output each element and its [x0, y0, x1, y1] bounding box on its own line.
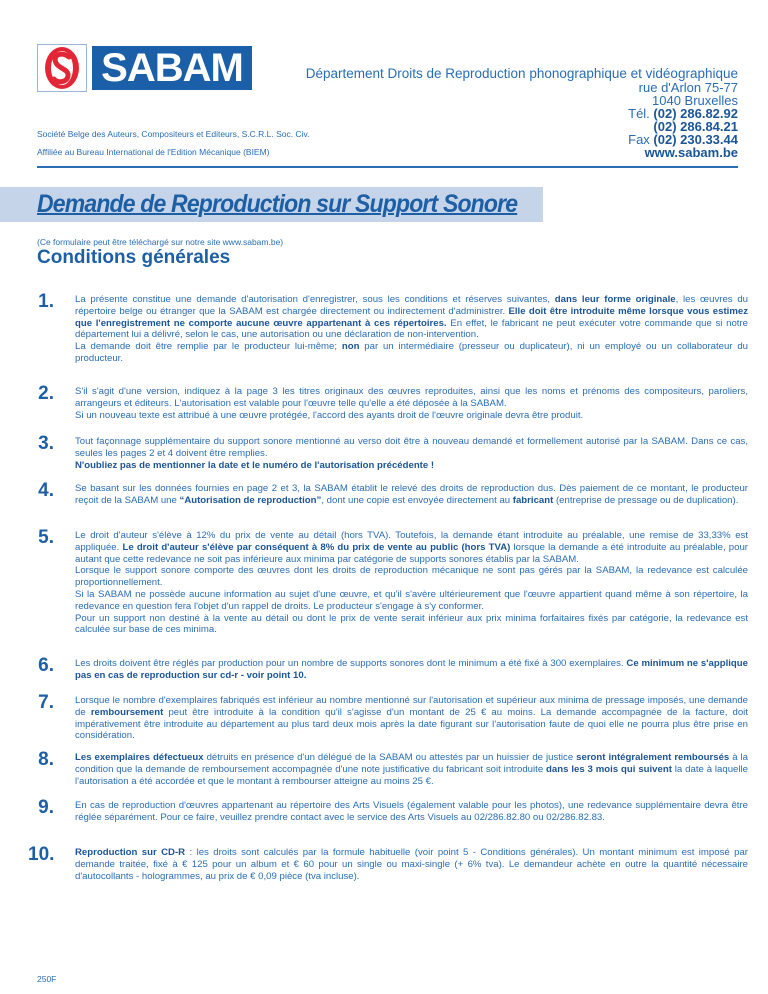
- address-city: 1040 Bruxelles: [652, 93, 738, 109]
- download-note: (Ce formulaire peut être téléchargé sur notre site www.sabam.be): [37, 237, 284, 247]
- bold-text: seront intégralement remboursés: [576, 752, 730, 763]
- text: peut être introduite à la condition qu'il s'agisse d'un montant de 25 € au moins. La demande accompagnée de la facture, doit impérativement être introduite au département au plus tard deux mois après la date figurant sur l'autorisation faute de quoi elle ne pourra plus être prise en considération.: [75, 706, 748, 742]
- bold-text: dans les 3 mois qui suivent: [546, 763, 672, 775]
- bold-text: Reproduction sur CD-R: [75, 847, 186, 858]
- condition-paragraph: [75, 589, 748, 613]
- condition-paragraph: [75, 386, 748, 410]
- condition-paragraph: [75, 565, 748, 589]
- text: par un intermédiaire (presseur ou duplicateur), ni un employé ou un collaborateur du producteur.: [75, 341, 748, 364]
- text: lorsque la demande a été introduite au préalable, pour autant que cette redevance ne soit pas inférieure aux minima par catégorie de supports sonores établis par la SABAM.: [75, 541, 748, 565]
- condition-item: [75, 436, 748, 471]
- text: Les droits doivent être réglés par production pour un nombre de supports sonores dont le minimum a été fixé à 300 exemplaires.: [75, 658, 627, 669]
- text: : les droits sont calculés par la formule habituelle (voir point 5 - Conditions générales). Un montant minimum est imposé par demande traitée, fixé à € 125 pour un album et € 60 pour un single ou maxi-single (+ 6% tva). Le demandeur achète en outre la quantité nécessaire d'autocollants - hologrammes, au prix de € 0,09 pièce (tva incluse).: [75, 847, 748, 882]
- condition-number: 10.: [28, 844, 55, 865]
- org-affiliation: Affiliée au Bureau International de l'Edition Mécanique (BIEM): [37, 147, 270, 157]
- department-name: Département Droits de Reproduction phonographique et vidéographique: [305, 66, 738, 81]
- condition-paragraph: [75, 410, 748, 422]
- text: Pour un support non destiné à la vente au détail ou dont le prix de vente serait inférieur aux prix minima forfaitaires fixés par catégorie, la redevance est calculée sur base de ces minima.: [75, 612, 748, 636]
- text: , les œuvres du répertoire belge ou étranger que la SABAM est chargée directement ou indirectement d'administrer.: [75, 294, 748, 317]
- condition-paragraph: [75, 460, 748, 472]
- logo-wordmark: SABAM: [92, 46, 252, 90]
- contact-address: [628, 81, 738, 160]
- text: Se basant sur les données fournies en page 2 et 3, la SABAM établit le relevé des droits de reproduction dus. Dès paiement de ce montant, le producteur reçoit de la SABAM une: [75, 483, 748, 506]
- condition-number: 2.: [38, 383, 54, 404]
- condition-item: [75, 483, 748, 507]
- condition-paragraph: [75, 847, 748, 882]
- text: Lorsque le nombre d'exemplaires fabriqués est inférieur au nombre mentionné sur l'autorisation et supérieur aux minima de pressage imposés, une demande de: [75, 695, 748, 718]
- condition-item: [75, 847, 748, 882]
- website-link[interactable]: www.sabam.be: [644, 145, 738, 161]
- bold-text: Ce minimum ne s'applique pas en cas de reproduction sur cd-r - voir point 10.: [75, 658, 748, 681]
- text: En effet, le fabricant ne peut exécuter votre commande que si notre département lui a délivré, selon le cas, une autorisation ou une déclaration de non-intervention.: [75, 317, 749, 341]
- condition-paragraph: [75, 800, 748, 824]
- condition-item: [75, 530, 748, 636]
- document-title: Demande de Reproduction sur Support Sonore: [37, 190, 518, 218]
- text: En cas de reproduction d'œuvres appartenant au répertoire des Arts Visuels (également valable pour les photos), une redevance supplémentaire devra être réglée séparément. Pour ce faire, veuillez prendre contact avec le service des Arts Visuels au 02/286.82.80 ou 02/286.82.83.: [75, 800, 748, 823]
- condition-item: [75, 658, 748, 682]
- text: à la condition que la demande de remboursement accompagnée d'une note justificative du fabricant soit introduite: [75, 752, 748, 775]
- condition-paragraph: [75, 695, 748, 742]
- text: la date à laquelle l'autorisation a été accordée et que le montant à rembourser atteigne au moins 25 €.: [75, 763, 748, 787]
- bold-text: N'oubliez pas de mentionner la date et le numéro de l'autorisation précédente !: [75, 459, 435, 471]
- fax-number: (02) 230.33.44: [653, 132, 738, 148]
- bold-text: dans leur forme originale: [554, 294, 676, 305]
- condition-number: 5.: [38, 527, 54, 548]
- condition-item: [75, 752, 748, 787]
- bold-text: Les exemplaires défectueux: [75, 752, 204, 763]
- bold-text: “Autorisation de reproduction”: [179, 494, 322, 506]
- text: Le droit d'auteur s'élève à 12% du prix de vente au détail (hors TVA). Toutefois, la demande étant introduite au préalable, une remise de 33,33% est appliquée.: [75, 530, 748, 553]
- text: Tout façonnage supplémentaire du support sonore mentionné au verso doit être à nouveau demandé et formellement autorisé par la SABAM. Dans ce cas, seules les pages 2 et 4 doivent être remplies.: [75, 436, 748, 459]
- condition-paragraph: [75, 658, 748, 682]
- header-divider: [37, 166, 738, 168]
- text: (entreprise de pressage ou de duplication).: [553, 494, 739, 506]
- fax-label: Fax: [628, 132, 650, 148]
- text: Si un nouveau texte est attribué à une œuvre protégée, l'accord des ayants droit de l'œuvre originale devra être produit.: [75, 409, 584, 421]
- text: Si la SABAM ne possède aucune information au sujet d'une œuvre, et qu'il s'avère ultérieurement que l'œuvre appartient quand même à son répertoire, la redevance en question fera l'objet d'un rappel de droits. Le producteur s'engage à s'y conformer.: [75, 588, 748, 612]
- condition-item: [75, 695, 748, 742]
- bold-text: Elle doit être introduite même lorsque vous estimez que l'enregistrement ne comporte aucune œuvre appartenant à ces répertoires.: [75, 305, 748, 329]
- text: , dont une copie est envoyée directement au: [321, 494, 513, 506]
- org-description: Société Belge des Auteurs, Compositeurs et Editeurs, S.C.R.L. Soc. Civ.: [37, 129, 310, 139]
- bold-text: remboursement: [90, 706, 164, 718]
- tel-label: Tél.: [628, 106, 650, 122]
- condition-number: 4.: [38, 480, 54, 501]
- phone-2: (02) 286.84.21: [653, 119, 738, 135]
- condition-item: [75, 294, 748, 365]
- condition-number: 3.: [38, 433, 54, 454]
- logo-s-mark: [37, 44, 87, 92]
- sabam-s-icon: [38, 45, 86, 91]
- condition-paragraph: [75, 294, 748, 341]
- phone-1: (02) 286.82.92: [653, 106, 738, 122]
- bold-text: fabricant: [512, 494, 554, 506]
- text: La présente constitue une demande d'autorisation d'enregistrer, sous les conditions et réserves suivantes,: [75, 294, 555, 305]
- condition-number: 9.: [38, 797, 54, 818]
- condition-item: [75, 800, 748, 824]
- section-title: Conditions générales: [37, 247, 231, 268]
- text: détruits en présence d'un délégué de la SABAM ou attestés par un huissier de justice: [203, 752, 577, 763]
- text: S'il s'agit d'une version, indiquez à la page 3 les titres originaux des œuvres reproduites, ainsi que les noms et prénoms des compositeurs, paroliers, arrangeurs et éditeurs. L'autorisation est valable pour l'œuvre telle qu'elle a été déposée à la SABAM.: [75, 386, 748, 409]
- address-street: rue d'Arlon 75-77: [638, 80, 738, 95]
- bold-text: non: [341, 341, 360, 353]
- text: La demande doit être remplie par le producteur lui-même;: [75, 341, 342, 353]
- condition-number: 7.: [38, 692, 54, 713]
- condition-paragraph: [75, 530, 748, 565]
- condition-paragraph: [75, 613, 748, 637]
- condition-paragraph: [75, 752, 748, 787]
- form-code: 250F: [37, 974, 57, 984]
- condition-item: [75, 386, 748, 421]
- text: Lorsque le support sonore comporte des œuvres dont les droits de reproduction mécanique ne sont pas gérés par la SABAM, la redevance est calculée proportionnellement.: [75, 565, 748, 589]
- condition-number: 1.: [38, 291, 54, 312]
- condition-number: 8.: [38, 749, 54, 770]
- condition-paragraph: [75, 341, 748, 365]
- condition-number: 6.: [38, 655, 54, 676]
- condition-paragraph: [75, 483, 748, 507]
- bold-text: Le droit d'auteur s'élève par conséquent à 8% du prix de vente au public (hors TVA): [122, 541, 511, 553]
- condition-paragraph: [75, 436, 748, 460]
